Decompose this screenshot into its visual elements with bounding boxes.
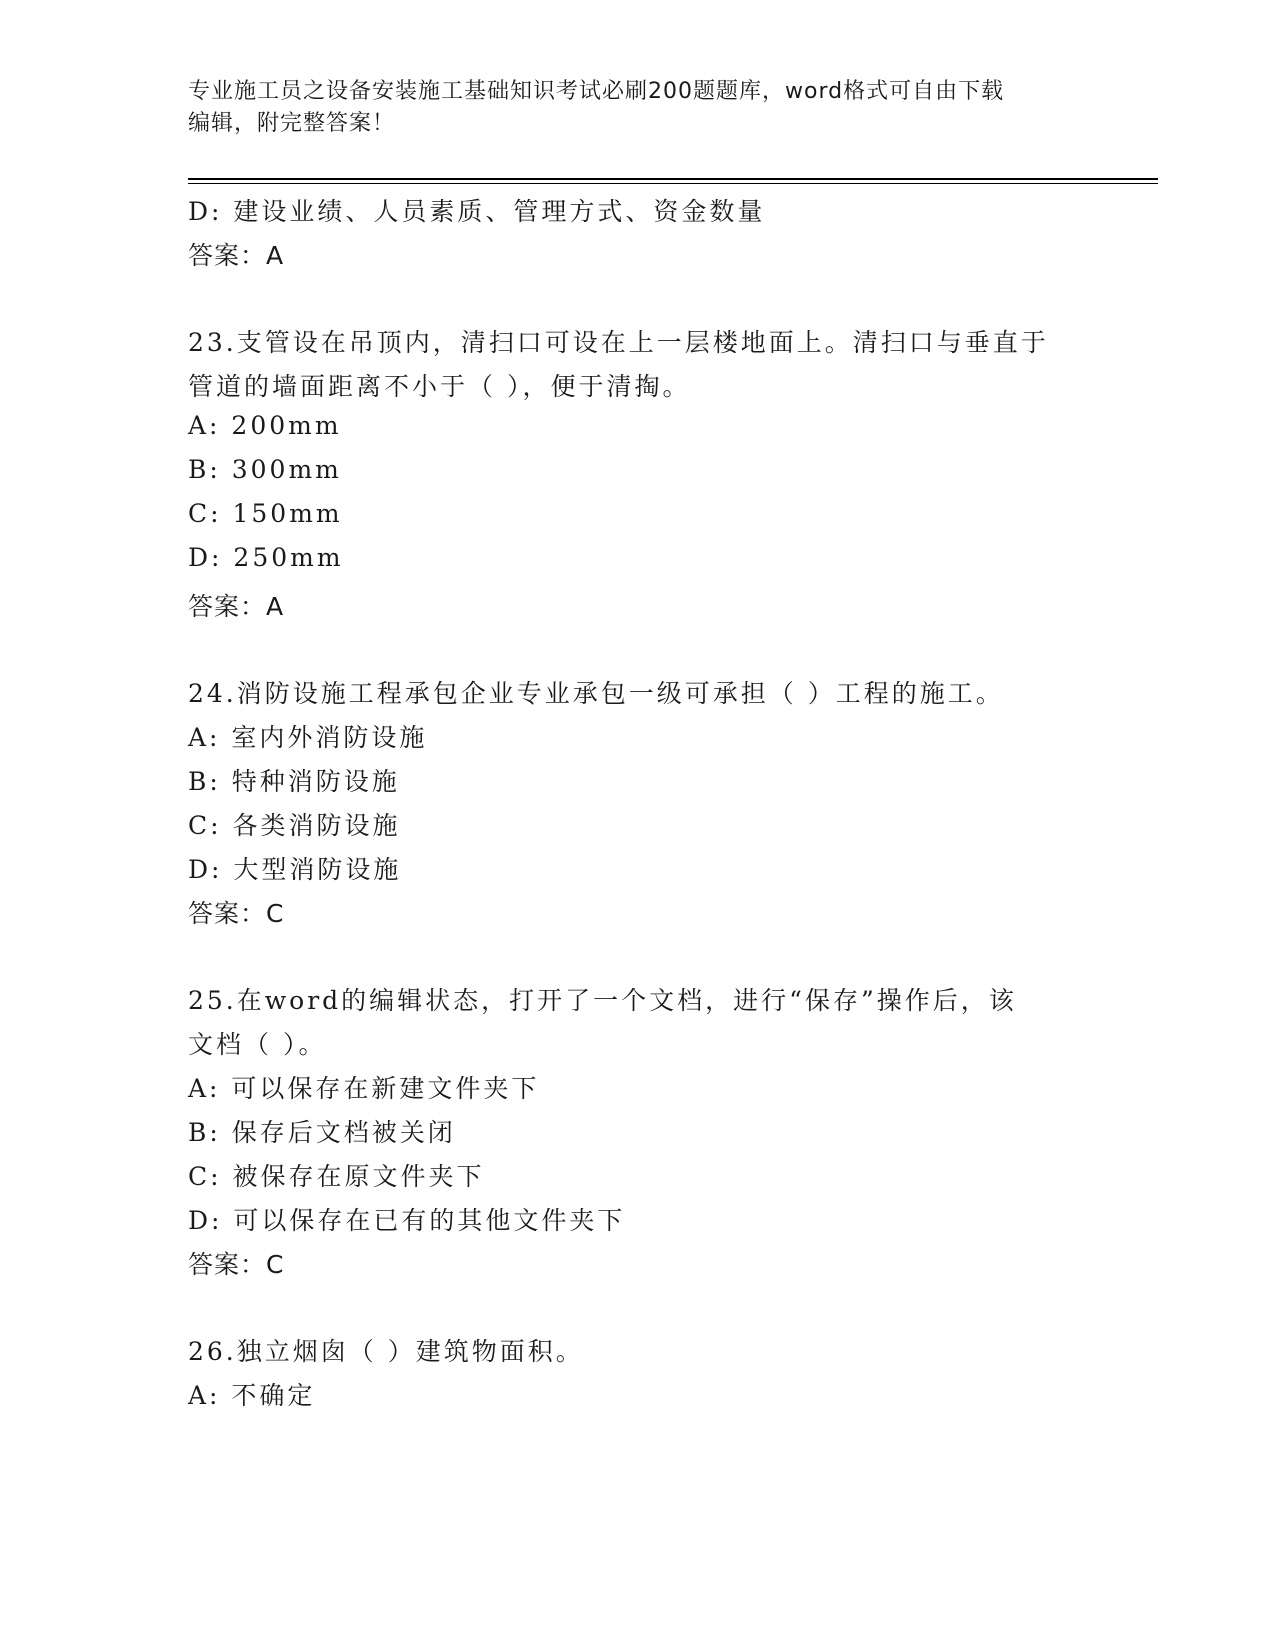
header-line-1: 专业施工员之设备安装施工基础知识考试必刷200题题库，word格式可自由下载 bbox=[188, 79, 1005, 104]
q23-answer: 答案：A bbox=[188, 592, 285, 621]
q24-answer: 答案：C bbox=[188, 899, 285, 928]
q25-stem-line-2: 文档（ ）。 bbox=[188, 1030, 327, 1059]
q23-option-c: C: 150mm bbox=[188, 499, 343, 528]
q25-answer: 答案：C bbox=[188, 1250, 285, 1279]
q24-stem-line-1: 24.消防设施工程承包企业专业承包一级可承担（ ）工程的施工。 bbox=[188, 679, 1004, 708]
q22-answer: 答案：A bbox=[188, 241, 285, 270]
q24-option-a: A: 室内外消防设施 bbox=[188, 723, 428, 752]
q23-option-a: A: 200mm bbox=[188, 411, 342, 440]
q25-stem-line-1: 25.在word的编辑状态，打开了一个文档，进行“保存”操作后，该 bbox=[188, 986, 1017, 1015]
q24-option-b: B: 特种消防设施 bbox=[188, 767, 400, 796]
q26-option-a: A: 不确定 bbox=[188, 1381, 316, 1410]
q23-option-d: D: 250mm bbox=[188, 543, 344, 572]
q24-option-c: C: 各类消防设施 bbox=[188, 811, 401, 840]
header-rule-thick bbox=[188, 178, 1158, 180]
q24-option-d: D: 大型消防设施 bbox=[188, 855, 402, 884]
q25-option-c: C: 被保存在原文件夹下 bbox=[188, 1162, 485, 1191]
header-rule-thin bbox=[188, 183, 1158, 184]
q23-option-b: B: 300mm bbox=[188, 455, 342, 484]
q26-stem-line-1: 26.独立烟囱（ ）建筑物面积。 bbox=[188, 1337, 584, 1366]
q22-option-d: D: 建设业绩、人员素质、管理方式、资金数量 bbox=[188, 197, 766, 226]
q25-option-b: B: 保存后文档被关闭 bbox=[188, 1118, 456, 1147]
page-header bbox=[188, 76, 1088, 140]
q25-option-a: A: 可以保存在新建文件夹下 bbox=[188, 1074, 540, 1103]
q25-option-d: D: 可以保存在已有的其他文件夹下 bbox=[188, 1206, 626, 1235]
q23-stem-line-1: 23.支管设在吊顶内，清扫口可设在上一层楼地面上。清扫口与垂直于 bbox=[188, 328, 1049, 357]
q23-stem-line-2: 管道的墙面距离不小于（ ），便于清掏。 bbox=[188, 372, 691, 401]
header-line-2: 编辑，附完整答案！ bbox=[188, 111, 396, 136]
